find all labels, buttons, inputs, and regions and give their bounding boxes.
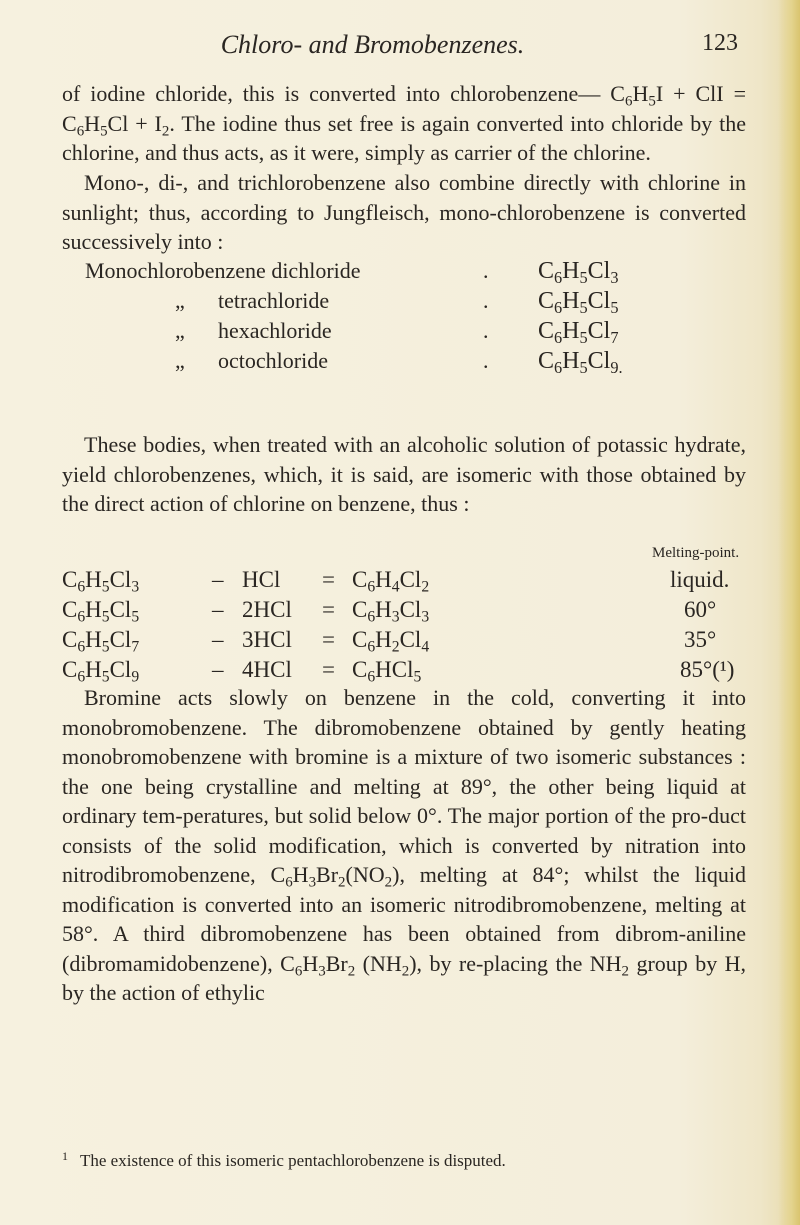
chloride-formula: $C_6H_5Cl_3$ [538, 258, 619, 287]
hcl-term: 2HCl [242, 597, 292, 622]
paragraph-potassic-hydrate: These bodies, when treated with an alcoholic solution of potassic hydrate, yield chlorobenzenes, which, it is said, are isomeric with those obtained by the direct action of chlorine on benzene, thus : [62, 432, 746, 516]
equals-sign: = [322, 597, 335, 622]
melting-point-value: 35° [684, 627, 717, 652]
chloride-row [85, 348, 745, 378]
paragraph-jungfleisch: Mono-, di-, and trichlorobenzene also combine directly with chlorine in sunlight; thus, according to Jungfleisch, mono-chlorobenzene is converted successively into : [62, 170, 746, 254]
melting-point-value: liquid. [670, 567, 730, 592]
ditto-mark: „ [175, 288, 185, 313]
bromine-text-4: group by H, by the action of ethylic [62, 950, 746, 1005]
paragraph1-rest: is again converted into chloride by the chlorine, and thus acts, as it were, simply as carrier of the chlorine. [62, 110, 746, 165]
hcl-term: 3HCl [242, 627, 292, 652]
bromine-text-2: melting at 84°; whilst the liquid modification is converted into an isomeric nitrodibromobenzene, melting at 58°. A third dibromobenzene has been obtained from dibrom-aniline (dibromamidobenzene), [62, 862, 746, 976]
reaction-row [62, 567, 746, 597]
minus-sign: – [212, 597, 224, 622]
chloride-name: tetrachloride [218, 288, 330, 313]
chloride-row [85, 288, 745, 318]
reactant-formula: $C_6H_5Cl_3$ [62, 567, 140, 596]
chloride-name: Monochlorobenzene dichloride [85, 258, 361, 283]
footnote [62, 1149, 752, 1171]
chloride-formula: $C_6H_5Cl_7$ [538, 318, 619, 347]
equals-sign: = [322, 627, 335, 652]
product-formula: $C_6H_4Cl_2$ [352, 567, 430, 596]
chloride-name: hexachloride [218, 318, 332, 343]
running-title: Chloro- and Bromobenzenes. [220, 30, 525, 59]
hcl-term: HCl [242, 567, 281, 592]
melting-point-header: Melting-point. [652, 545, 740, 561]
chloride-formula: $C_6H_5Cl_5$ [538, 288, 619, 317]
minus-sign: – [212, 567, 224, 592]
ditto-mark: „ [175, 348, 185, 373]
product-formula: $C_6H_3Cl_3$ [352, 597, 430, 626]
paragraph-bromine: Bromine acts slowly on benzene in the cold, converting it into monobromobenzene. The dibromobenzene obtained by gently heating monobromobenzene with bromine is a mixture of two isomeric substances : the one being crystalline and melting at 89°, the other being liquid at ordinary tem-peratures, but solid below 0°. The major portion of the pro-duct consists of the solid modification, which is converted by nitration into nitrodibromobenzene, $C_6H_3Br_2(NO_2)$, melting at 84°; whilst the liquid modification is converted into an isomeric nitrodibromobenzene, melting at 58°. A third dibromobenzene has been obtained from dibrom-aniline (dibromamidobenzene), $C_6H_3Br_2$ $(NH_2)$, by re-placing the $NH_2$ group by H, by the action of ethylic [62, 685, 746, 1005]
leader-dot: . [483, 288, 489, 313]
leader-dot: . [483, 318, 489, 343]
chloride-formula: $C_6H_5Cl_{9.}$ [538, 348, 623, 377]
ditto-mark: „ [175, 318, 185, 343]
reaction-row [62, 627, 746, 657]
bromine-text-1: Bromine acts slowly on benzene in the cold, converting it into monobromobenzene. The dibromobenzene obtained by gently heating monobromobenzene with bromine is a mixture of two isomeric substances : the one being crystalline and melting at 89°, the other being liquid at ordinary tem-peratures, but solid below 0°. The major portion of the pro-duct consists of the solid modification, which is converted by nitration into nitrodibromobenzene, [62, 685, 746, 887]
melting-point-value: 60° [684, 597, 717, 622]
page-edge [778, 0, 800, 1225]
footnote-text: The existence of this isomeric pentachlorobenzene is disputed. [80, 1151, 506, 1170]
equals-sign: = [322, 567, 335, 592]
chloride-table [85, 258, 745, 378]
footnote-mark: 1 [62, 1149, 68, 1163]
minus-sign: – [212, 657, 224, 682]
bromine-text-3: by re-placing the NH [422, 950, 622, 976]
hcl-term: 4HCl [242, 657, 292, 682]
leader-dot: . [483, 258, 489, 283]
equals-sign: = [322, 657, 335, 682]
reactant-formula: $C_6H_5Cl_5$ [62, 597, 140, 626]
reactant-formula: $C_6H_5Cl_9$ [62, 657, 140, 686]
paragraph-iodine-chloride: of iodine chloride, this is converted into chlorobenzene— $C_6H_5I$ + ClI = $C_6H_5Cl + I_2$. The iodine thus set free is again converted into chloride by the chlorine, and thus acts, as it were, simply as carrier of the chlorine. [62, 81, 746, 165]
product-formula: $C_6H_2Cl_4$ [352, 627, 430, 656]
running-header [0, 30, 800, 70]
chloride-row [85, 258, 745, 288]
reaction-row [62, 597, 746, 627]
reactant-formula: $C_6H_5Cl_7$ [62, 627, 140, 656]
chloride-row [85, 318, 745, 348]
melting-point-value: 85°(¹) [680, 657, 735, 682]
product-formula: $C_6HCl_5$ [352, 657, 422, 686]
paragraph1-line1: of iodine chloride, this is converted into chlorobenzene— [62, 81, 601, 106]
minus-sign: – [212, 627, 224, 652]
chloride-name: octochloride [218, 348, 328, 373]
leader-dot: . [483, 348, 489, 373]
page-number: 123 [702, 30, 738, 56]
